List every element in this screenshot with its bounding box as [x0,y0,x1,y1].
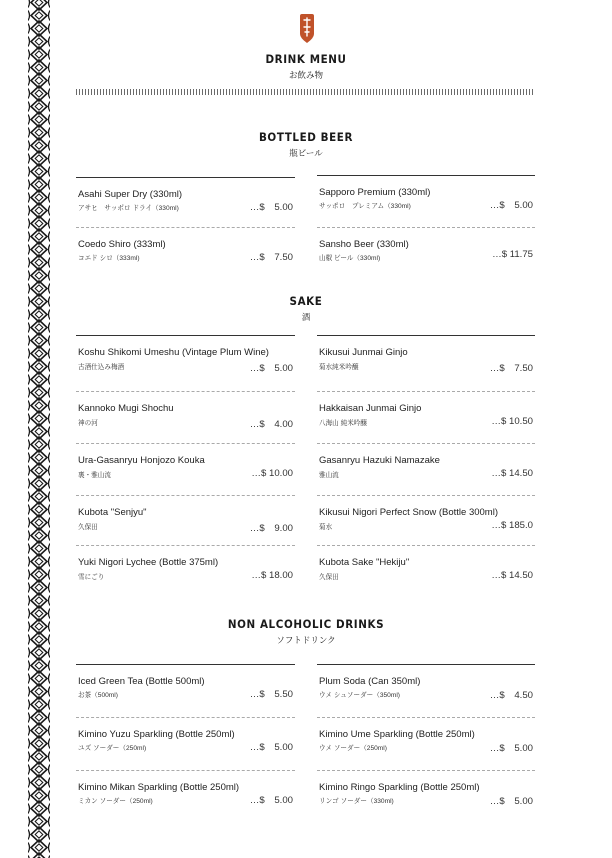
item-japanese-name: 古酒仕込み梅酒 [78,364,125,371]
tick-divider [76,89,534,95]
item-japanese-name: 雅山流 [319,472,339,479]
beer-column-right [317,175,535,279]
item-japanese-name: アサヒ サッポロ ドライ（330ml) [78,205,179,212]
page-subtitle: お飲み物 [288,70,323,80]
menu-item [317,545,535,594]
sake-column-right [317,335,535,594]
section-subtitle: 酒 [301,312,311,322]
item-name: Kikusui Nigori Perfect Snow (Bottle 300ml) [319,507,498,518]
section-title: NON ALCOHOLIC DRINKS [227,617,385,631]
item-name: Gasanryu Hazuki Namazake [319,455,440,466]
menu-item [76,664,295,717]
menu-item [317,495,535,545]
section-title: SAKE [289,294,323,308]
item-japanese-name: ミカン ソーダー（250ml) [78,798,153,805]
menu-item [317,335,535,391]
item-name: Asahi Super Dry (330ml) [78,189,183,200]
section-subtitle: 瓶ビール [289,148,323,158]
item-price: …$ 4.00 [249,419,293,430]
page-header [0,52,612,81]
section-header-non-alcoholic [0,617,612,646]
item-japanese-name: リンゴ ソーダー（330ml) [319,798,394,805]
item-price: …$ 5.00 [249,742,293,753]
non-alcoholic-column-right [317,664,535,823]
item-price: …$ 5.50 [249,689,293,700]
menu-item [76,443,295,495]
item-name: Kannoko Mugi Shochu [78,403,174,414]
menu-item [317,175,535,227]
item-name: Ura-Gasanryu Honjozo Kouka [78,455,205,466]
menu-item [76,495,295,545]
menu-item [76,391,295,443]
item-name: Yuki Nigori Lychee (Bottle 375ml) [78,557,219,568]
beer-column-left [76,177,295,277]
item-name: Kikusui Junmai Ginjo [319,347,408,358]
menu-item [76,227,295,277]
menu-item [76,177,295,227]
item-japanese-name: 八海山 純米吟醸 [319,420,367,427]
item-japanese-name: ウメ ソーダー（250ml) [319,745,387,752]
item-japanese-name: 菊水純米吟醸 [319,364,359,371]
item-name: Kubota Sake "Hekiju" [319,557,410,568]
item-name: Sapporo Premium (330ml) [319,187,431,198]
item-price: …$ 5.00 [489,743,533,754]
item-japanese-name: お茶（500ml) [78,692,118,699]
item-japanese-name: ユズ ソーダー（250ml) [78,745,147,752]
decorative-border [28,0,50,858]
menu-item [317,770,535,823]
item-name: Coedo Shiro (333ml) [78,239,166,250]
item-japanese-name: ウメ シュソーダー（350ml) [319,692,401,699]
menu-item [76,770,295,823]
item-name: Kimino Ringo Sparkling (Bottle 250ml) [319,782,480,793]
item-name: Koshu Shikomi Umeshu (Vintage Plum Wine) [78,347,269,358]
item-price: …$ 7.50 [489,363,533,374]
item-price: …$ 14.50 [491,570,533,581]
menu-item [317,391,535,443]
item-japanese-name: 裏・雅山流 [78,472,111,479]
menu-item [317,443,535,495]
item-price: …$ 5.00 [489,796,533,807]
item-name: Kimino Mikan Sparkling (Bottle 250ml) [78,782,240,793]
item-price: …$ 10.50 [491,416,533,427]
item-name: Kimino Ume Sparkling (Bottle 250ml) [319,729,475,740]
item-japanese-name: サッポロ プレミアム（330ml) [319,203,411,210]
menu-item [317,717,535,770]
logo-icon [297,14,317,44]
item-japanese-name: 山椒 ビール（330ml) [319,255,381,262]
item-japanese-name: 久保田 [319,574,339,581]
item-name: Plum Soda (Can 350ml) [319,676,421,687]
non-alcoholic-column-left [76,664,295,823]
page-title: DRINK MENU [265,52,347,66]
menu-item [317,227,535,279]
item-name: Kubota "Senjyu" [78,507,147,518]
sake-column-left [76,335,295,594]
section-header-beer [0,130,612,159]
item-price: …$ 7.50 [249,252,293,263]
menu-item [76,335,295,391]
menu-item [317,664,535,717]
item-price: …$ 5.00 [249,363,293,374]
item-price: …$ 11.75 [492,249,533,260]
item-name: Kimino Yuzu Sparkling (Bottle 250ml) [78,729,235,740]
section-header-sake [0,294,612,323]
item-japanese-name: コエド シロ（333ml) [78,255,140,262]
item-japanese-name: 久保田 [78,524,98,531]
item-price: …$ 5.00 [489,200,533,211]
menu-item [76,545,295,594]
item-price: …$ 18.00 [251,570,293,581]
item-japanese-name: 神の河 [78,420,98,427]
item-price: …$ 4.50 [489,690,533,701]
item-japanese-name: 菊水 [319,524,333,531]
item-price: …$ 9.00 [249,523,293,534]
menu-item [76,717,295,770]
item-japanese-name: 雪にごり [78,574,105,581]
item-price: …$ 5.00 [249,795,293,806]
item-name: Hakkaisan Junmai Ginjo [319,403,422,414]
item-name: Sansho Beer (330ml) [319,239,409,250]
item-price: …$ 5.00 [249,202,293,213]
item-price: …$ 10.00 [251,468,293,479]
section-subtitle: ソフトドリンク [276,635,336,645]
item-price: …$ 14.50 [491,468,533,479]
section-title: BOTTLED BEER [258,130,354,144]
item-name: Iced Green Tea (Bottle 500ml) [78,676,205,687]
item-price: …$ 185.0 [491,520,533,531]
